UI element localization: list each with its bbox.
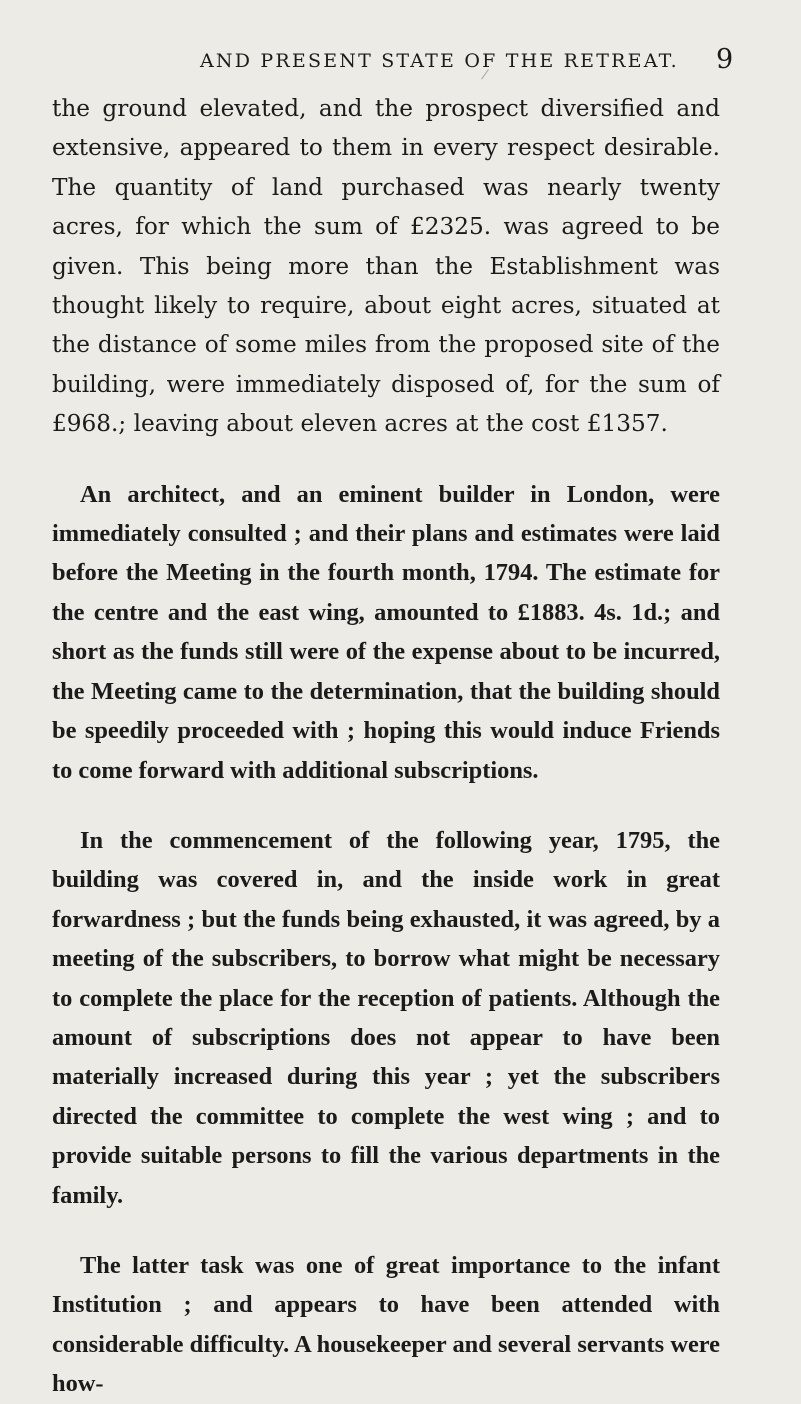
body-text (52, 89, 720, 1404)
paragraph-1: the ground elevated, and the prospect diversified and extensive, appeared to them in every respect desirable. The quantity of land purchased was nearly twenty acres, for which the sum of £2325. was agreed to be given. This being more than the Establishment was thought likely to require, about eight acres, situated at the distance of some miles from the proposed site of the building, were immediately disposed of, for the sum of £968.; leaving about eleven acres at the cost £1357. (52, 95, 720, 438)
running-head (0, 44, 801, 80)
paragraph-4: The latter task was one of great importance to the infant Institution ; and appears to have been attended with considerable difficulty. A housekeeper and several servants were how- (52, 1251, 720, 1398)
page-number: 9 (716, 44, 734, 75)
running-title: AND PRESENT STATE OF THE RETREAT. (200, 50, 679, 72)
paragraph-2: An architect, and an eminent builder in London, were immediately consulted ; and their plans and estimates were laid before the Meeting in the fourth month, 1794. The estimate for the centre and the east wing, amounted to £1883. 4s. 1d.; and short as the funds still were of the expense about to be incurred, the Meeting came to the determination, that the building should be speedily proceeded with ; hoping this would induce Friends to come forward with additional subscriptions. (52, 480, 720, 784)
paragraph-3: In the commencement of the following year, 1795, the building was covered in, and the inside work in great forwardness ; but the funds being exhausted, it was agreed, by a meeting of the subscribers, to borrow what might be necessary to complete the place for the reception of patients. Although the amount of subscriptions does not appear to have been materially increased during this year ; yet the subscribers directed the committee to complete the west wing ; and to provide suitable persons to fill the various departments in the family. (52, 826, 720, 1209)
